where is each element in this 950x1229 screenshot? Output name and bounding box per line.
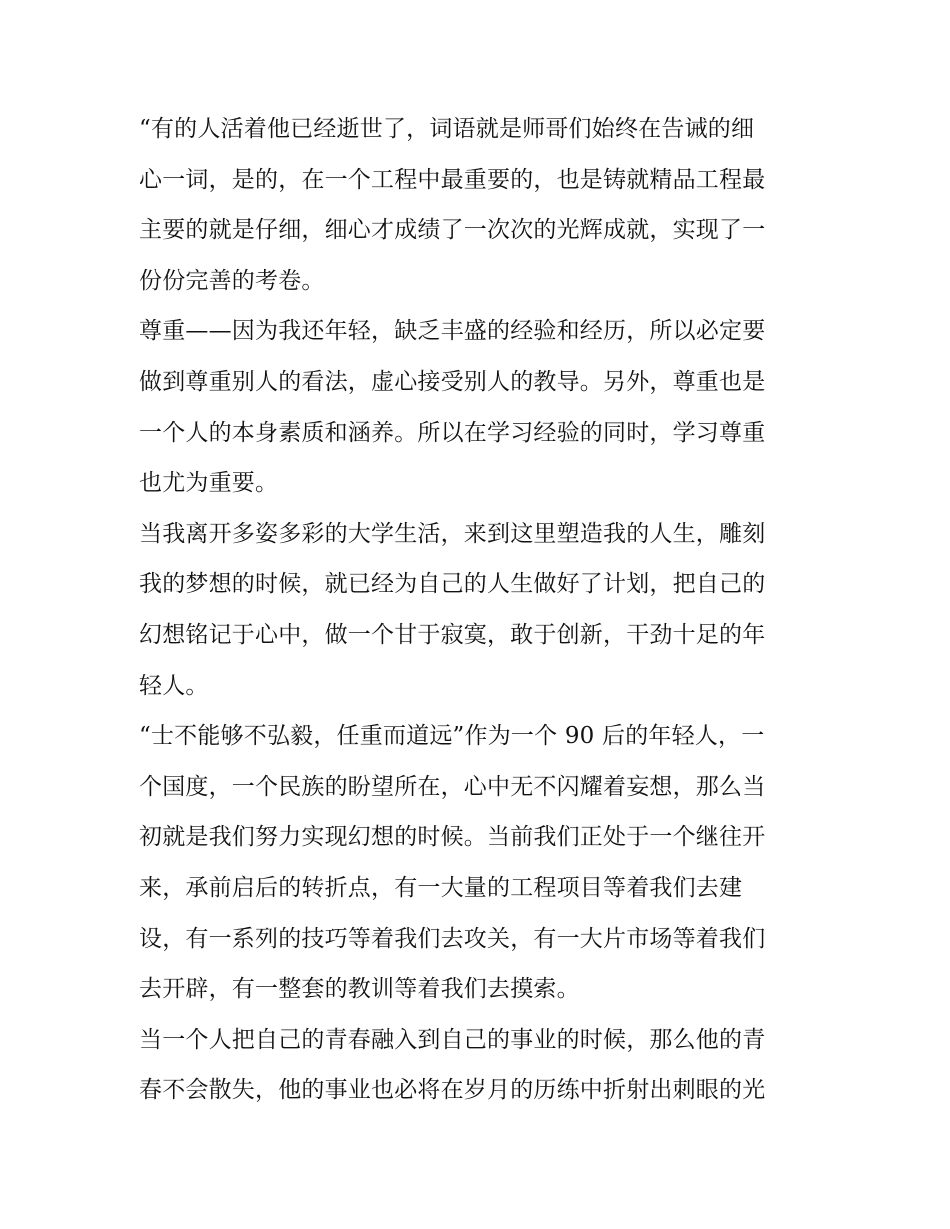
- text-line: 轻人。: [139, 672, 209, 699]
- text-line: “有的人活着他已经逝世了，词语就是师哥们始终在告诫的细: [139, 116, 755, 142]
- text-line: 幻想铭记于心中，做一个甘于寂寞，敢于创新，干劲十足的年: [139, 621, 766, 648]
- text-line: 主要的就是仔细，细心才成绩了一次次的光辉成就，实现了一: [139, 217, 766, 244]
- text-line: 份份完善的考卷。: [139, 267, 325, 294]
- document-body: [139, 104, 819, 1116]
- text-line: 我的梦想的时候，就已经为自己的人生做好了计划，把自己的: [139, 571, 766, 598]
- text-line: 个国度，一个民族的盼望所在，心中无不闪耀着妄想，那么当: [139, 773, 766, 800]
- text-line: 来，承前启后的转折点，有一大量的工程项目等着我们去建: [139, 874, 743, 901]
- text-line: 做到尊重别人的看法，虚心接受别人的教导。另外，尊重也是: [139, 368, 766, 395]
- text-line: “士不能够不弘毅，任重而道远”作为一个 90 后的年轻人，一: [139, 723, 765, 750]
- text-line: 当一个人把自己的青春融入到自己的事业的时候，那么他的青: [139, 1026, 766, 1053]
- text-line: 初就是我们努力实现幻想的时候。当前我们正处于一个继往开: [139, 824, 766, 851]
- text-line: 去开辟，有一整套的教训等着我们去摸索。: [139, 976, 580, 1003]
- text-line: 心一词，是的，在一个工程中最重要的，也是铸就精品工程最: [139, 166, 766, 193]
- paragraph-1: [139, 104, 819, 306]
- text-line: 当我离开多姿多彩的大学生活，来到这里塑造我的人生，雕刻: [139, 520, 766, 547]
- paragraph-2: [139, 306, 819, 508]
- text-line: 设，有一系列的技巧等着我们去攻关，有一大片市场等着我们: [139, 925, 766, 952]
- paragraph-5: [139, 1015, 819, 1116]
- paragraph-4: [139, 711, 819, 1015]
- text-line: 春不会散失，他的事业也必将在岁月的历练中折射出刺眼的光: [139, 1077, 766, 1104]
- text-line: 也尤为重要。: [139, 470, 279, 497]
- paragraph-3: [139, 509, 819, 711]
- text-line: 一个人的本身素质和涵养。所以在学习经验的同时，学习尊重: [139, 419, 766, 446]
- text-line: 尊重——因为我还年轻，缺乏丰盛的经验和经历，所以必定要: [139, 318, 766, 345]
